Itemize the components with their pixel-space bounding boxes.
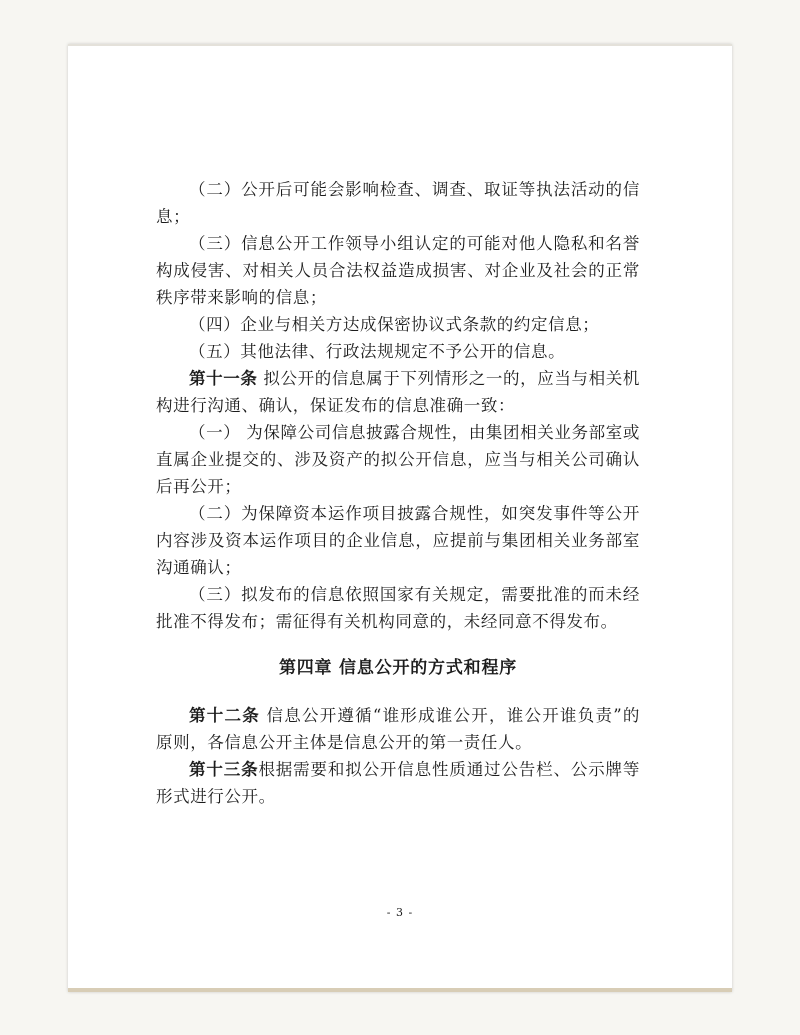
article-11-item-3: （三）拟发布的信息依照国家有关规定，需要批准的而未经批准不得发布；需征得有关机构同意的，未经同意不得发布。 bbox=[156, 585, 640, 631]
page-bottom-edge bbox=[68, 988, 732, 992]
page-number: - 3 - bbox=[386, 906, 414, 919]
article-12-text: 信息公开遵循“谁形成谁公开，谁公开谁负责”的原则，各信息公开主体是信息公开的第一责任人。 bbox=[156, 706, 640, 752]
article-13-text: 根据需要和拟公开信息性质通过公告栏、公示牌等形式进行公开。 bbox=[156, 760, 641, 806]
paragraph-item-2: （二）公开后可能会影响检查、调查、取证等执法活动的信息； bbox=[156, 180, 640, 226]
article-11-title: 第十一条 bbox=[189, 369, 258, 388]
paragraph-item-4: （四）企业与相关方达成保密协议式条款的约定信息； bbox=[189, 315, 600, 334]
article-12 bbox=[156, 702, 640, 756]
article-11-item-2: （二）为保障资本运作项目披露合规性，如突发事件等公开内容涉及资本运作项目的企业信息，应提前与集团相关业务部室沟通确认； bbox=[156, 504, 640, 577]
document-page bbox=[68, 44, 732, 992]
article-13-title: 第十三条 bbox=[189, 760, 259, 779]
article-11 bbox=[156, 365, 640, 419]
page-top-edge bbox=[68, 44, 732, 46]
document-body bbox=[156, 176, 640, 810]
article-12-title: 第十二条 bbox=[189, 706, 260, 725]
chapter-heading: 第四章 信息公开的方式和程序 bbox=[278, 658, 518, 678]
article-11-text: 拟公开的信息属于下列情形之一的，应当与相关机构进行沟通、确认，保证发布的信息准确一致： bbox=[156, 369, 640, 415]
paragraph-item-5: （五）其他法律、行政法规规定不予公开的信息。 bbox=[189, 342, 566, 361]
paragraph-item-3: （三）信息公开工作领导小组认定的可能对他人隐私和名誉构成侵害、对相关人员合法权益造成损害、对企业及社会的正常秩序带来影响的信息； bbox=[156, 234, 640, 307]
article-11-item-1: （一） 为保障公司信息披露合规性，由集团相关业务部室或直属企业提交的、涉及资产的拟公开信息，应当与相关公司确认后再公开； bbox=[156, 423, 640, 496]
article-13 bbox=[156, 756, 640, 810]
